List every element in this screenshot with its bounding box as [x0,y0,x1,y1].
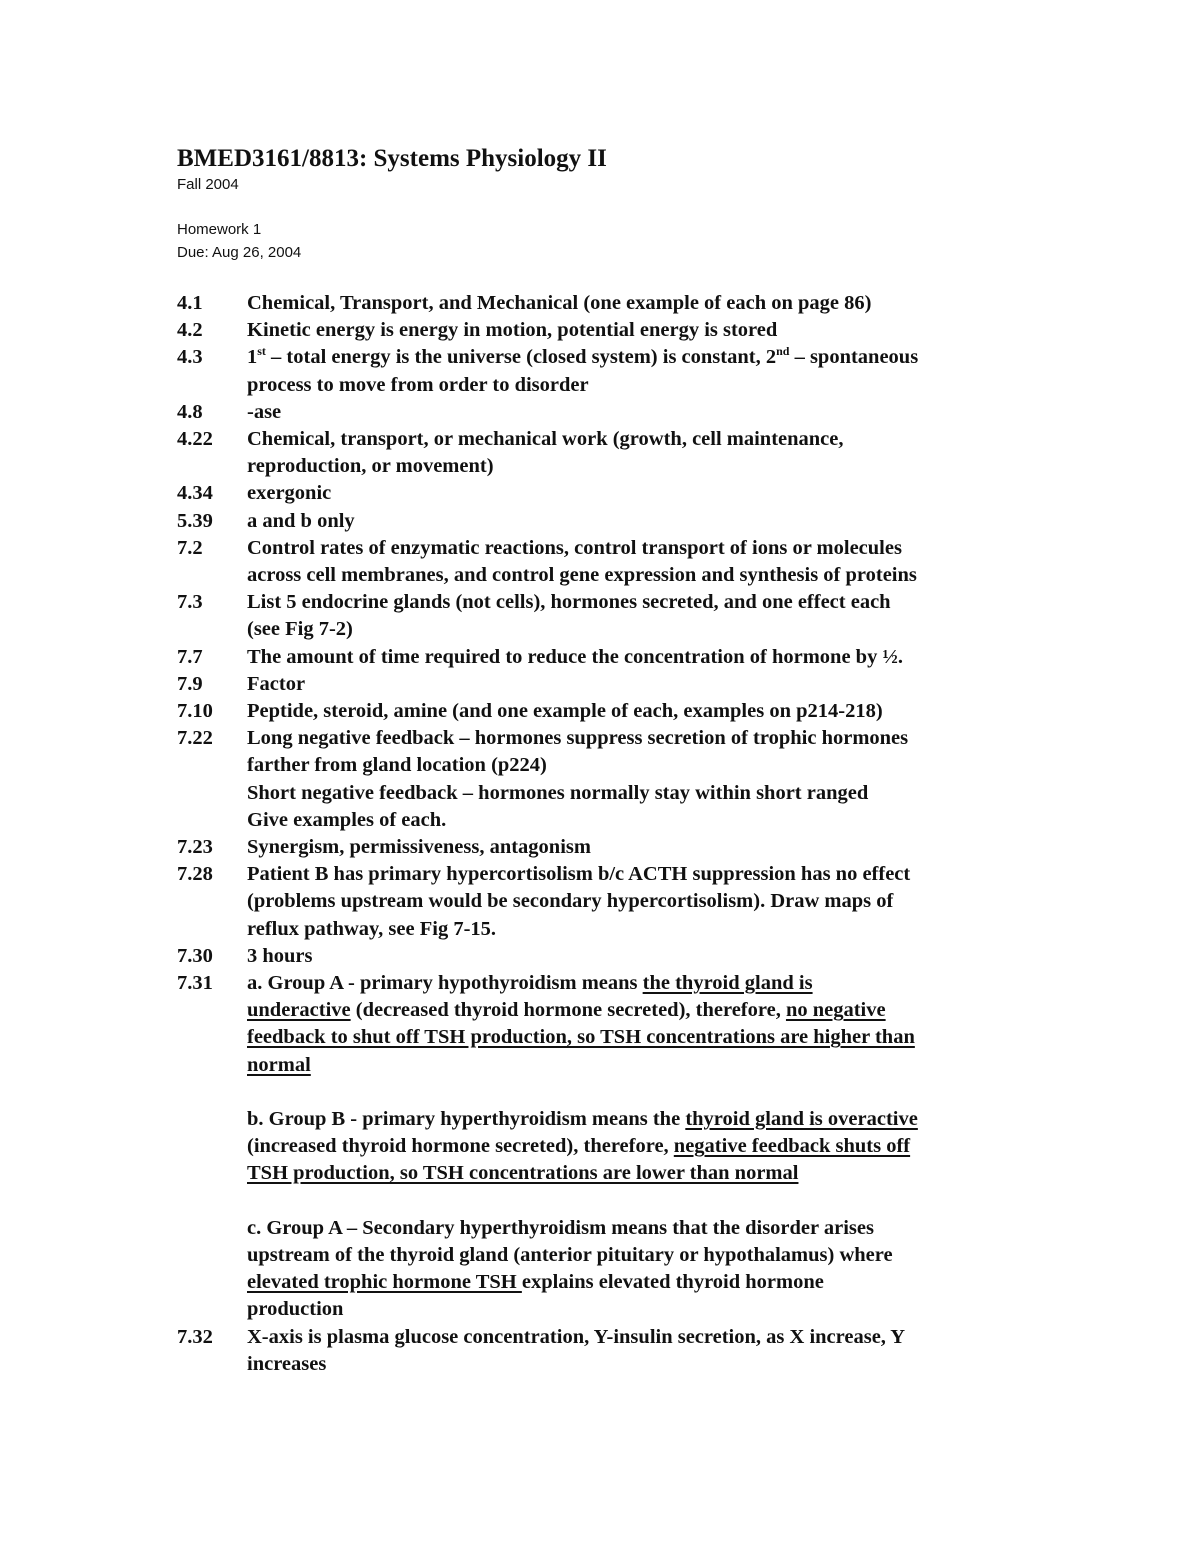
answer-4-1 [177,290,1047,317]
answer-text: a and b only [247,509,355,532]
answer-5-39 [177,508,1047,535]
answer-text: Synergism, permissiveness, antagonism [247,836,591,859]
question-number: 7.9 [177,672,203,695]
part-c-text: elevated trophic hormone TSH explains elevated thyroid hormone [247,1271,824,1294]
part-a-text: feedback to shut off TSH production, so TSH concentrations are higher than [247,1026,915,1049]
answer-4-22 [177,426,1047,480]
question-number: 4.2 [177,319,203,342]
answer-text: 1st – total energy is the universe (closed system) is constant, 2nd – spontaneous [247,344,919,369]
answer-text: Long negative feedback – hormones suppress secretion of trophic hormones [247,727,909,750]
answer-text: increases [247,1352,327,1375]
question-number: 7.31 [177,972,213,995]
question-number: 4.1 [177,292,203,314]
question-number: 5.39 [177,509,213,532]
question-number: 4.22 [177,428,213,451]
answer-text: reflux pathway, see Fig 7-15. [247,917,497,940]
answer-text: farther from gland location (p224) [247,754,547,777]
course-title: BMED3161/8813: Systems Physiology II [177,145,607,172]
answer-7-9 [177,671,1047,698]
answer-text: Chemical, transport, or mechanical work (growth, cell maintenance, [247,428,844,451]
term: Fall 2004 [177,176,239,193]
part-a-text: underactive (decreased thyroid hormone secreted), therefore, no negative [247,999,886,1022]
answer-7-3 [177,589,1047,643]
answer-text: Peptide, steroid, amine (and one example of each, examples on p214-218) [247,700,883,723]
answer-text: Short negative feedback – hormones normally stay within short ranged [247,781,869,804]
due-date: Due: Aug 26, 2004 [177,244,302,261]
answer-list [177,290,1047,1378]
answer-text: Chemical, Transport, and Mechanical (one example of each on page 86) [247,292,872,314]
answer-4-8 [177,399,1047,426]
question-number: 7.3 [177,591,203,614]
answer-text: -ase [247,400,282,423]
answer-text: 3 hours [247,944,313,967]
answer-7-23 [177,834,1047,861]
answer-text: exergonic [247,482,332,505]
answer-text: across cell membranes, and control gene expression and synthesis of proteins [247,564,917,587]
answer-text: The amount of time required to reduce the concentration of hormone by ½. [247,645,903,668]
question-number: 4.3 [177,346,203,369]
part-c-text: upstream of the thyroid gland (anterior pituitary or hypothalamus) where [247,1244,893,1267]
part-b-text: TSH production, so TSH concentrations are lower than normal [247,1162,799,1185]
question-number: 7.10 [177,700,213,723]
answer-text: (see Fig 7-2) [247,618,353,641]
question-number: 4.8 [177,400,203,423]
answer-7-10 [177,698,1047,725]
part-c-text: production [247,1298,344,1321]
answer-7-32 [177,1324,1047,1378]
answer-text: Patient B has primary hypercortisolism b/c ACTH suppression has no effect [247,863,911,886]
answer-4-3 [177,344,1047,398]
answer-7-28 [177,861,1047,943]
question-number: 7.2 [177,536,203,559]
question-number: 7.30 [177,944,213,967]
answer-text: reproduction, or movement) [247,455,494,478]
question-number: 7.7 [177,645,203,668]
answer-7-30 [177,943,1047,970]
answer-7-22 [177,725,1047,834]
question-number: 4.34 [177,482,213,505]
question-number: 7.32 [177,1325,213,1348]
answer-text: (problems upstream would be secondary hypercortisolism). Draw maps of [247,890,894,913]
answer-7-2 [177,535,1047,589]
part-a-text: normal [247,1053,311,1076]
question-number: 7.28 [177,863,213,886]
answer-text: List 5 endocrine glands (not cells), hormones secreted, and one effect each [247,591,891,614]
answer-4-2 [177,317,1047,344]
answer-text: process to move from order to disorder [247,373,589,396]
question-number: 7.23 [177,836,213,859]
answer-4-34 [177,480,1047,507]
assignment-name: Homework 1 [177,221,262,238]
answer-text: Kinetic energy is energy in motion, potential energy is stored [247,319,778,342]
answer-7-7 [177,644,1047,671]
answer-text: Give examples of each. [247,808,447,831]
part-b-text: (increased thyroid hormone secreted), therefore, negative feedback shuts off [247,1135,911,1158]
answer-text: X-axis is plasma glucose concentration, Y-insulin secretion, as X increase, Y [247,1325,906,1348]
part-b-text: b. Group B - primary hyperthyroidism means the thyroid gland is overactive [247,1108,918,1131]
part-a-text: a. Group A - primary hypothyroidism means the thyroid gland is [247,972,813,995]
answer-text: Factor [247,672,306,695]
part-c-text: c. Group A – Secondary hyperthyroidism means that the disorder arises [247,1216,874,1239]
question-number: 7.22 [177,727,213,750]
answer-7-31 [177,970,1047,1324]
answer-text: Control rates of enzymatic reactions, control transport of ions or molecules [247,536,902,559]
